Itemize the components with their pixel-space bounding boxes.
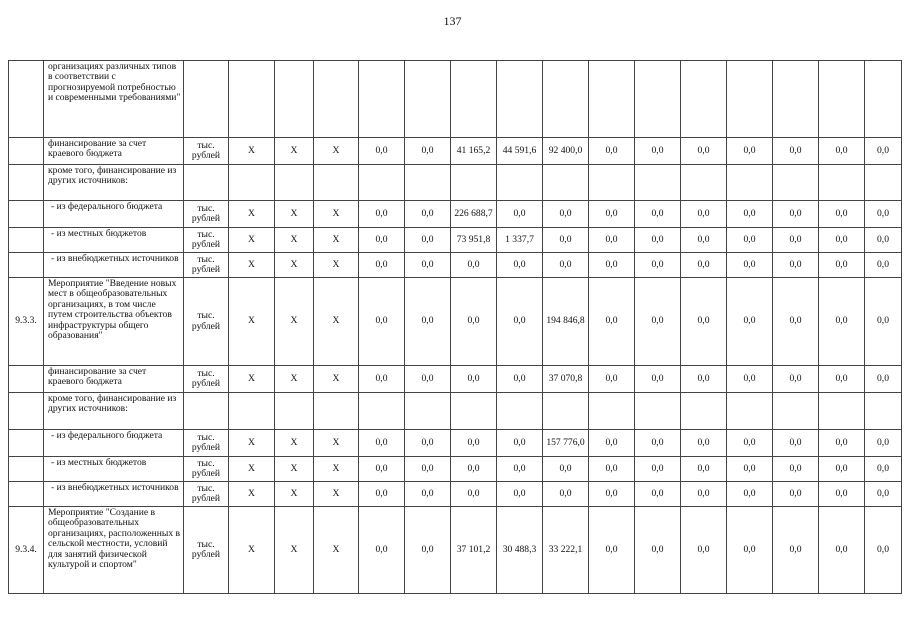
- value-cell: 0,0: [773, 138, 819, 165]
- row-label: кроме того, финансирование из других источников:: [44, 165, 184, 201]
- value-cell: X: [229, 507, 275, 594]
- value-cell: 0,0: [681, 138, 727, 165]
- table-row: [9, 393, 902, 430]
- value-cell: 0,0: [451, 457, 497, 482]
- value-cell: 0,0: [865, 278, 902, 366]
- value-cell: [865, 393, 902, 430]
- value-cell: 0,0: [865, 507, 902, 594]
- row-unit: тыс. рублей: [184, 138, 229, 165]
- value-cell: [681, 165, 727, 201]
- value-cell: 0,0: [819, 278, 865, 366]
- row-code: [9, 201, 44, 228]
- value-cell: 0,0: [589, 228, 635, 253]
- value-cell: 0,0: [543, 228, 589, 253]
- value-cell: X: [275, 507, 314, 594]
- value-cell: [314, 61, 359, 138]
- value-cell: 0,0: [405, 366, 451, 393]
- value-cell: 0,0: [773, 507, 819, 594]
- value-cell: 0,0: [635, 253, 681, 278]
- value-cell: 0,0: [865, 253, 902, 278]
- row-label: Мероприятие "Создание в общеобразовательных организациях, расположенных в сельской местности, условий для занятий физической культурой и спортом": [44, 507, 184, 594]
- value-cell: [681, 61, 727, 138]
- value-cell: 0,0: [773, 278, 819, 366]
- value-cell: 0,0: [405, 278, 451, 366]
- value-cell: X: [229, 457, 275, 482]
- value-cell: [229, 165, 275, 201]
- value-cell: 0,0: [589, 201, 635, 228]
- value-cell: 0,0: [635, 482, 681, 507]
- value-cell: [727, 61, 773, 138]
- value-cell: 0,0: [727, 482, 773, 507]
- value-cell: [819, 165, 865, 201]
- row-label: - из федерального бюджета: [44, 430, 184, 457]
- row-code: [9, 138, 44, 165]
- value-cell: 0,0: [497, 482, 543, 507]
- value-cell: X: [229, 366, 275, 393]
- value-cell: [405, 61, 451, 138]
- value-cell: 0,0: [451, 482, 497, 507]
- value-cell: X: [314, 253, 359, 278]
- value-cell: 0,0: [635, 366, 681, 393]
- value-cell: 0,0: [819, 482, 865, 507]
- row-unit: тыс. рублей: [184, 201, 229, 228]
- value-cell: X: [314, 482, 359, 507]
- value-cell: 0,0: [635, 138, 681, 165]
- value-cell: [497, 393, 543, 430]
- value-cell: [314, 165, 359, 201]
- value-cell: 157 776,0: [543, 430, 589, 457]
- value-cell: X: [275, 482, 314, 507]
- value-cell: 0,0: [405, 138, 451, 165]
- value-cell: 0,0: [681, 430, 727, 457]
- value-cell: X: [275, 278, 314, 366]
- value-cell: 0,0: [865, 430, 902, 457]
- value-cell: 0,0: [359, 507, 405, 594]
- value-cell: 0,0: [589, 278, 635, 366]
- value-cell: X: [229, 201, 275, 228]
- value-cell: 0,0: [543, 482, 589, 507]
- value-cell: X: [275, 457, 314, 482]
- value-cell: [275, 61, 314, 138]
- value-cell: 0,0: [727, 430, 773, 457]
- value-cell: 0,0: [727, 138, 773, 165]
- value-cell: 44 591,6: [497, 138, 543, 165]
- value-cell: X: [275, 366, 314, 393]
- budget-table: [8, 60, 902, 594]
- value-cell: 0,0: [359, 430, 405, 457]
- value-cell: 0,0: [727, 228, 773, 253]
- value-cell: 0,0: [819, 507, 865, 594]
- page-number: 137: [443, 14, 462, 28]
- value-cell: 0,0: [405, 201, 451, 228]
- value-cell: X: [314, 457, 359, 482]
- value-cell: 0,0: [865, 201, 902, 228]
- row-code: [9, 228, 44, 253]
- value-cell: 0,0: [405, 482, 451, 507]
- value-cell: [451, 165, 497, 201]
- value-cell: 0,0: [865, 482, 902, 507]
- row-unit: [184, 61, 229, 138]
- value-cell: 0,0: [819, 366, 865, 393]
- value-cell: 0,0: [497, 278, 543, 366]
- value-cell: X: [275, 253, 314, 278]
- value-cell: 0,0: [727, 253, 773, 278]
- value-cell: X: [275, 201, 314, 228]
- value-cell: 0,0: [635, 507, 681, 594]
- value-cell: X: [314, 278, 359, 366]
- value-cell: 0,0: [405, 253, 451, 278]
- table-row: [9, 165, 902, 201]
- value-cell: [405, 393, 451, 430]
- value-cell: X: [229, 228, 275, 253]
- value-cell: [451, 393, 497, 430]
- value-cell: [773, 165, 819, 201]
- value-cell: 37 070,8: [543, 366, 589, 393]
- value-cell: 0,0: [497, 430, 543, 457]
- table-row: [9, 430, 902, 457]
- row-code: [9, 61, 44, 138]
- value-cell: 0,0: [589, 430, 635, 457]
- value-cell: 0,0: [681, 366, 727, 393]
- value-cell: 0,0: [543, 253, 589, 278]
- table-row: [9, 278, 902, 366]
- value-cell: 0,0: [727, 457, 773, 482]
- value-cell: [275, 165, 314, 201]
- value-cell: [865, 61, 902, 138]
- row-code: [9, 366, 44, 393]
- value-cell: 0,0: [451, 366, 497, 393]
- value-cell: 30 488,3: [497, 507, 543, 594]
- table-row: [9, 507, 902, 594]
- row-label: финансирование за счет краевого бюджета: [44, 366, 184, 393]
- value-cell: 0,0: [819, 228, 865, 253]
- row-code: [9, 482, 44, 507]
- table-row: [9, 253, 902, 278]
- value-cell: [635, 393, 681, 430]
- row-label: - из федерального бюджета: [44, 201, 184, 228]
- value-cell: 0,0: [681, 482, 727, 507]
- value-cell: X: [275, 430, 314, 457]
- value-cell: X: [229, 278, 275, 366]
- value-cell: [229, 393, 275, 430]
- value-cell: 0,0: [681, 253, 727, 278]
- value-cell: X: [229, 138, 275, 165]
- row-unit: тыс. рублей: [184, 430, 229, 457]
- value-cell: 0,0: [497, 366, 543, 393]
- value-cell: 0,0: [543, 201, 589, 228]
- value-cell: [773, 61, 819, 138]
- value-cell: [543, 61, 589, 138]
- value-cell: 33 222,1: [543, 507, 589, 594]
- row-code: [9, 457, 44, 482]
- row-unit: тыс. рублей: [184, 366, 229, 393]
- value-cell: 0,0: [497, 457, 543, 482]
- value-cell: 0,0: [589, 253, 635, 278]
- value-cell: 0,0: [405, 228, 451, 253]
- value-cell: 0,0: [773, 457, 819, 482]
- row-label: - из внебюджетных источников: [44, 253, 184, 278]
- value-cell: [229, 61, 275, 138]
- value-cell: [359, 61, 405, 138]
- value-cell: X: [229, 482, 275, 507]
- value-cell: 0,0: [773, 201, 819, 228]
- value-cell: 0,0: [773, 430, 819, 457]
- row-label: - из местных бюджетов: [44, 457, 184, 482]
- value-cell: [819, 393, 865, 430]
- value-cell: 0,0: [635, 201, 681, 228]
- value-cell: 194 846,8: [543, 278, 589, 366]
- row-unit: тыс. рублей: [184, 507, 229, 594]
- value-cell: 0,0: [405, 457, 451, 482]
- value-cell: 0,0: [727, 507, 773, 594]
- value-cell: X: [229, 430, 275, 457]
- value-cell: X: [314, 366, 359, 393]
- value-cell: 0,0: [451, 430, 497, 457]
- row-unit: [184, 393, 229, 430]
- value-cell: 0,0: [681, 507, 727, 594]
- row-unit: тыс. рублей: [184, 457, 229, 482]
- table-row: [9, 457, 902, 482]
- value-cell: 0,0: [589, 138, 635, 165]
- value-cell: 0,0: [405, 507, 451, 594]
- row-unit: тыс. рублей: [184, 482, 229, 507]
- row-label: организациях различных типов в соответствии с прогнозируемой потребностью и современными требованиями": [44, 61, 184, 138]
- value-cell: 0,0: [727, 201, 773, 228]
- value-cell: 0,0: [589, 507, 635, 594]
- value-cell: 73 951,8: [451, 228, 497, 253]
- value-cell: 0,0: [819, 430, 865, 457]
- value-cell: 0,0: [635, 228, 681, 253]
- value-cell: X: [275, 228, 314, 253]
- value-cell: 0,0: [451, 253, 497, 278]
- value-cell: 0,0: [589, 482, 635, 507]
- value-cell: 0,0: [405, 430, 451, 457]
- table-row: [9, 366, 902, 393]
- row-code: 9.3.3.: [9, 278, 44, 366]
- value-cell: [497, 61, 543, 138]
- value-cell: 0,0: [773, 366, 819, 393]
- value-cell: 0,0: [773, 482, 819, 507]
- value-cell: 1 337,7: [497, 228, 543, 253]
- value-cell: 226 688,7: [451, 201, 497, 228]
- value-cell: 0,0: [497, 201, 543, 228]
- value-cell: 0,0: [359, 228, 405, 253]
- value-cell: 37 101,2: [451, 507, 497, 594]
- value-cell: [773, 393, 819, 430]
- row-code: [9, 430, 44, 457]
- row-label: - из местных бюджетов: [44, 228, 184, 253]
- row-unit: тыс. рублей: [184, 278, 229, 366]
- value-cell: 0,0: [773, 253, 819, 278]
- value-cell: 0,0: [359, 138, 405, 165]
- value-cell: 92 400,0: [543, 138, 589, 165]
- value-cell: 0,0: [451, 278, 497, 366]
- value-cell: [314, 393, 359, 430]
- value-cell: [359, 393, 405, 430]
- value-cell: [451, 61, 497, 138]
- value-cell: 0,0: [589, 457, 635, 482]
- value-cell: X: [275, 138, 314, 165]
- value-cell: 0,0: [681, 457, 727, 482]
- value-cell: [681, 393, 727, 430]
- value-cell: [635, 61, 681, 138]
- value-cell: [727, 165, 773, 201]
- value-cell: 0,0: [589, 366, 635, 393]
- value-cell: [635, 165, 681, 201]
- value-cell: [359, 165, 405, 201]
- row-unit: тыс. рублей: [184, 253, 229, 278]
- value-cell: 0,0: [359, 482, 405, 507]
- value-cell: 0,0: [727, 366, 773, 393]
- value-cell: 0,0: [865, 138, 902, 165]
- value-cell: [497, 165, 543, 201]
- row-unit: [184, 165, 229, 201]
- value-cell: [543, 165, 589, 201]
- value-cell: 0,0: [635, 430, 681, 457]
- value-cell: 0,0: [773, 228, 819, 253]
- value-cell: [589, 61, 635, 138]
- value-cell: [589, 393, 635, 430]
- value-cell: X: [314, 507, 359, 594]
- value-cell: 0,0: [819, 253, 865, 278]
- table-row: [9, 201, 902, 228]
- row-label: - из внебюджетных источников: [44, 482, 184, 507]
- value-cell: [543, 393, 589, 430]
- value-cell: X: [314, 228, 359, 253]
- row-code: [9, 253, 44, 278]
- value-cell: 0,0: [635, 278, 681, 366]
- value-cell: 0,0: [819, 138, 865, 165]
- value-cell: 0,0: [543, 457, 589, 482]
- row-label: финансирование за счет краевого бюджета: [44, 138, 184, 165]
- value-cell: [275, 393, 314, 430]
- value-cell: 0,0: [681, 201, 727, 228]
- value-cell: 0,0: [727, 278, 773, 366]
- value-cell: 0,0: [865, 457, 902, 482]
- value-cell: X: [314, 430, 359, 457]
- value-cell: 0,0: [681, 228, 727, 253]
- value-cell: 0,0: [865, 366, 902, 393]
- table-row: [9, 482, 902, 507]
- table-row: [9, 61, 902, 138]
- table-row: [9, 228, 902, 253]
- value-cell: 0,0: [359, 278, 405, 366]
- value-cell: [405, 165, 451, 201]
- value-cell: 0,0: [497, 253, 543, 278]
- row-code: [9, 393, 44, 430]
- value-cell: 0,0: [359, 253, 405, 278]
- value-cell: 0,0: [681, 278, 727, 366]
- row-code: [9, 165, 44, 201]
- value-cell: 0,0: [359, 366, 405, 393]
- value-cell: [819, 61, 865, 138]
- value-cell: [865, 165, 902, 201]
- row-label: Мероприятие "Введение новых мест в общеобразовательных организациях, в том числе путем строительства объектов инфраструктуры общего образования": [44, 278, 184, 366]
- value-cell: [589, 165, 635, 201]
- value-cell: [727, 393, 773, 430]
- row-code: 9.3.4.: [9, 507, 44, 594]
- table-row: [9, 138, 902, 165]
- value-cell: X: [314, 201, 359, 228]
- value-cell: 0,0: [359, 201, 405, 228]
- value-cell: X: [314, 138, 359, 165]
- value-cell: 0,0: [635, 457, 681, 482]
- row-unit: тыс. рублей: [184, 228, 229, 253]
- value-cell: 41 165,2: [451, 138, 497, 165]
- value-cell: 0,0: [865, 228, 902, 253]
- value-cell: 0,0: [819, 201, 865, 228]
- row-label: кроме того, финансирование из других источников:: [44, 393, 184, 430]
- value-cell: X: [229, 253, 275, 278]
- value-cell: 0,0: [359, 457, 405, 482]
- value-cell: 0,0: [819, 457, 865, 482]
